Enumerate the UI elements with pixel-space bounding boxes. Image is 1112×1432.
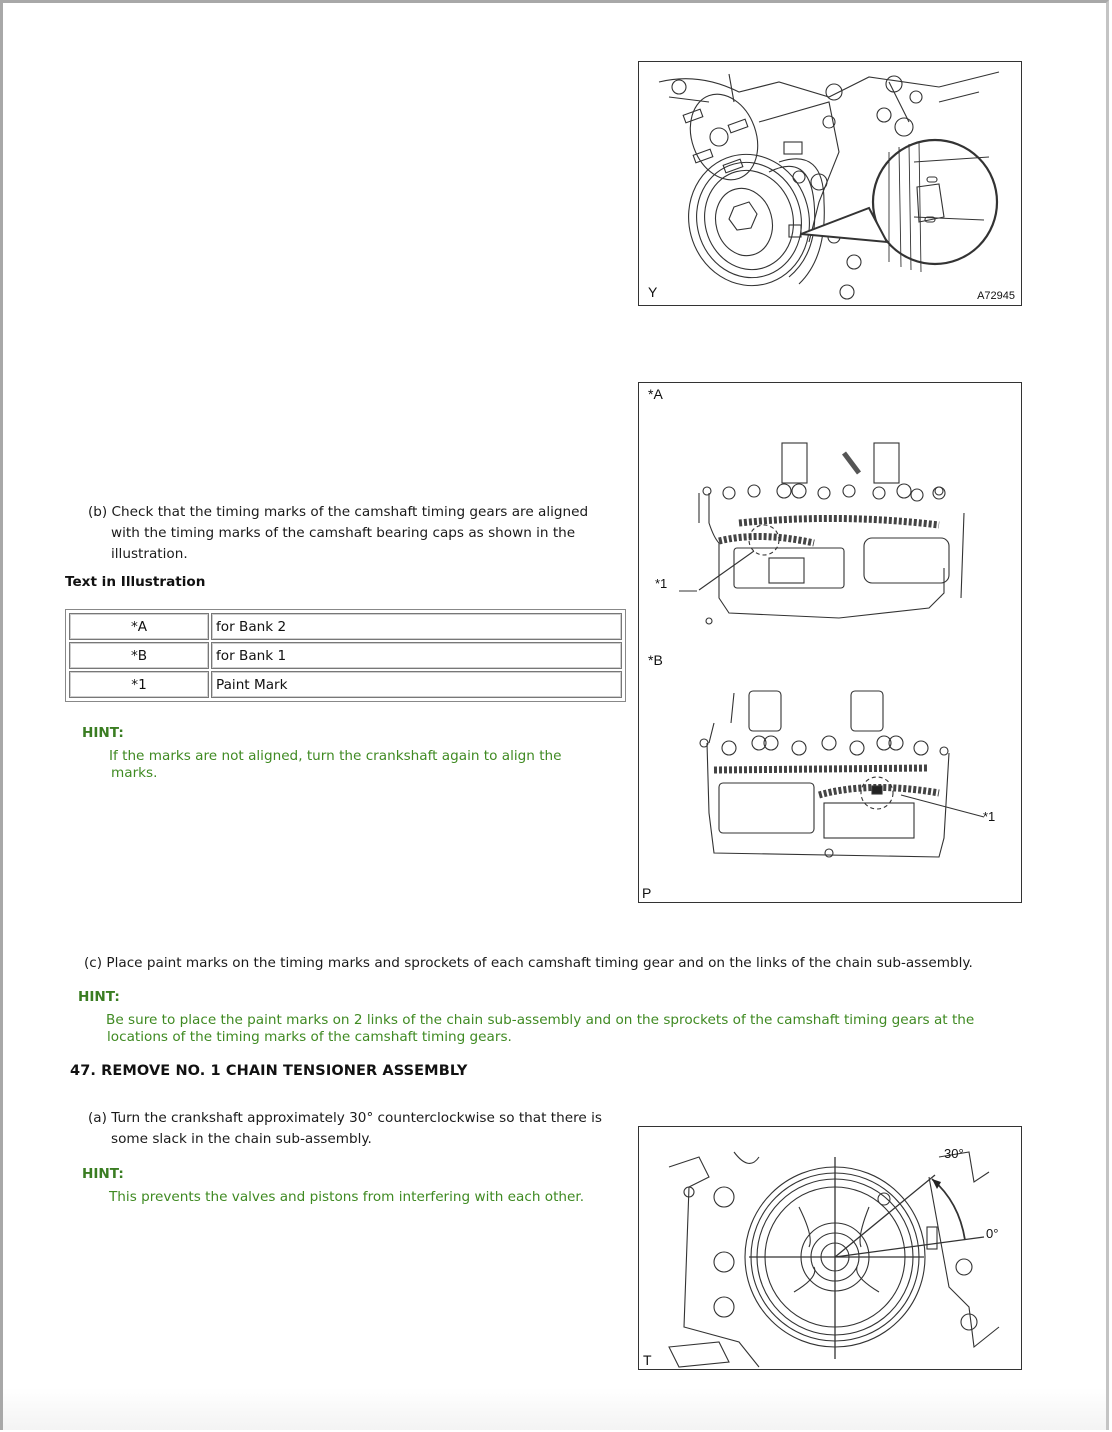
hint-c-label: HINT: [78, 989, 120, 1005]
hint-c-line-2: locations of the timing marks of the camshaft timing gears. [107, 1029, 512, 1045]
hint-47a-text: This prevents the valves and pistons from interfering with each other. [109, 1189, 585, 1205]
camshaft-timing-illustration [638, 382, 1022, 903]
angle-0-label: 0° [986, 1226, 999, 1241]
hint-c-line-1: Be sure to place the paint marks on 2 links of the chain sub-assembly and on the sprockets of the camshaft timing gears at the [106, 1012, 975, 1028]
paint-mark-callout-bank2: *1 [655, 576, 668, 591]
hint-c-text [106, 1012, 1046, 1046]
bank1-label: *B [648, 652, 663, 668]
step-b-instruction [88, 502, 628, 565]
paint-mark-callout-bank1: *1 [983, 809, 996, 824]
step-47a-line-1: (a) Turn the crankshaft approximately 30° counterclockwise so that there is [88, 1110, 602, 1126]
illustration-reference-code: A72945 [977, 290, 1015, 302]
table-row [69, 642, 622, 669]
text-in-illustration-heading: Text in Illustration [65, 574, 206, 590]
step-b-line-1: (b) Check that the timing marks of the camshaft timing gears are aligned [88, 504, 589, 520]
illustration-corner-label: P [642, 885, 652, 901]
crank-rotation-illustration [638, 1126, 1022, 1370]
camshaft-gears-drawing [639, 383, 1023, 904]
crank-pulley-illustration [638, 61, 1022, 306]
table-row [69, 671, 622, 698]
step-47a-instruction [88, 1108, 633, 1150]
legend-description: for Bank 2 [211, 613, 622, 640]
hint-b-text [109, 748, 609, 782]
illustration-corner-label: Y [648, 284, 658, 300]
angle-30-label: 30° [944, 1146, 964, 1161]
legend-description: for Bank 1 [211, 642, 622, 669]
legend-code: *1 [69, 671, 209, 698]
hint-b-line-2: marks. [111, 765, 158, 781]
legend-code: *A [69, 613, 209, 640]
hint-b-line-1: If the marks are not aligned, turn the crankshaft again to align the [109, 748, 562, 764]
bank2-label: *A [648, 386, 663, 402]
section-47-title: 47. REMOVE NO. 1 CHAIN TENSIONER ASSEMBLY [70, 1063, 468, 1079]
text-in-illustration-table [65, 609, 626, 702]
legend-description: Paint Mark [211, 671, 622, 698]
hint-47a-label: HINT: [82, 1166, 124, 1182]
step-c-instruction: (c) Place paint marks on the timing marks and sprockets of each camshaft timing gear and on the links of the chain sub-assembly. [84, 955, 973, 971]
step-47a-line-2: some slack in the chain sub-assembly. [111, 1131, 372, 1147]
crank-rotation-drawing [639, 1127, 1023, 1371]
step-b-line-3: illustration. [111, 546, 188, 562]
table-row [69, 613, 622, 640]
step-b-line-2: with the timing marks of the camshaft bearing caps as shown in the [111, 525, 576, 541]
engine-front-drawing [639, 62, 1023, 307]
illustration-corner-label: T [643, 1352, 652, 1368]
bank1-drawing [700, 691, 984, 857]
bank2-drawing [679, 443, 964, 624]
legend-code: *B [69, 642, 209, 669]
hint-b-label: HINT: [82, 725, 124, 741]
